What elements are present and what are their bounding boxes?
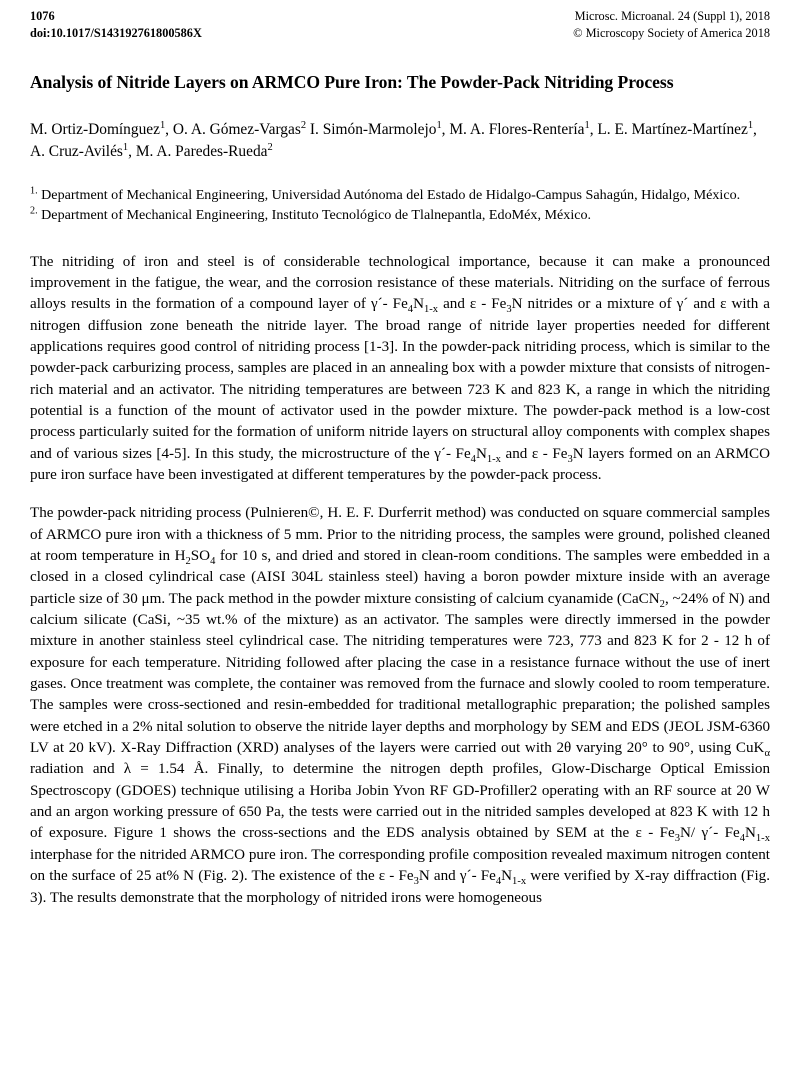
author-entry: , L. E. Martínez-Martínez$^1$ (589, 119, 754, 138)
author-affiliation-marker: 1 (436, 119, 442, 131)
author-affiliation-marker: 1 (584, 119, 590, 131)
affiliation-text: Department of Mechanical Engineering, Universidad Autónoma del Estado de Hidalgo-Campus Sahagún, Hidalgo, México. (37, 186, 741, 203)
affiliation-item (30, 205, 770, 225)
doi-text: doi:10.1017/S143192761800586X (30, 26, 202, 41)
author-entry: , O. A. Gómez-Vargas$^2$ (165, 119, 307, 138)
page-folio: 1076 (30, 9, 55, 23)
subscript: 4 (407, 304, 414, 316)
author-affiliation-marker: 2 (300, 119, 307, 131)
affiliation-marker: 2. (30, 205, 38, 217)
affiliation-text: Department of Mechanical Engineering, Instituto Tecnológico de Tlalnepantla, EdoMéx, México. (37, 207, 592, 224)
article-body (30, 252, 770, 909)
running-head (30, 8, 770, 43)
subscript: 1-x (486, 453, 501, 465)
subscript: α (764, 748, 770, 760)
author-entry: I. Simón-Marmolejo$^1$ (306, 119, 442, 138)
copyright-notice: © Microscopy Society of America 2018 (573, 26, 770, 41)
journal-citation: Microsc. Microanal. 24 (Suppl 1), 2018 (574, 9, 770, 23)
author-entry: , M. A. Flores-Rentería$^1$ (441, 119, 590, 138)
page-title: Analysis of Nitride Layers on ARMCO Pure Iron: The Powder-Pack Nitriding Process (30, 71, 674, 92)
author-list (30, 119, 770, 163)
subscript: 3 (413, 876, 419, 888)
affiliation-item (30, 185, 770, 205)
subscript: 3 (567, 453, 573, 465)
author-affiliation-marker: 1 (122, 141, 129, 153)
author-entry: , M. A. Paredes-Rueda$^2$ (128, 141, 273, 160)
affiliation-marker: 1. (30, 185, 38, 197)
subscript: 1-x (512, 876, 527, 888)
subscript: 1-x (423, 304, 439, 316)
author-affiliation-marker: 2 (267, 141, 273, 153)
running-head-left (30, 8, 202, 43)
subscript: 4 (210, 556, 216, 568)
subscript: 4 (495, 876, 502, 888)
subscript: 3 (506, 304, 512, 316)
body-paragraph-1: The nitriding of iron and steel is of considerable technological importance, because it can make a pronounced improvement in the fatigue, the wear, and the corrosion resistance of these materials. Nitriding on the surface of ferrous alloys results in the formation of a compound layer of γ´- $Fe_4N_{1-x}$ and ε - $Fe_3N$ nitrides or a mixture of γ´ and ε with a nitrogen diffusion zone beneath the nitride layer. The broad range of nitride layer properties needed for different applications requires good control of nitriding process [1-3]. In the powder-pack nitriding process, which is similar to the powder-pack carburizing process, samples are placed in an annealing box with a powder mixture that consists of nitrogen-rich material and an activator. The nitriding temperatures are between 723 K and 823 K, a range in which the nitriding potential is a function of the mount of activator used in the powder mixture. The powder-pack method is a low-cost process particularly suited for the formation of uniform nitride layers on structural alloy components with complex shapes and of various sizes [4-5]. In this study, the microstructure of the γ´- $Fe_4N_{1-x}$ and ε - $Fe_3N$ layers formed on an ARMCO pure iron surface have been investigated at different temperatures by the powder-pack process. (30, 253, 771, 483)
author-entry: , A. Cruz-Avilés$^1$ (30, 120, 757, 160)
body-paragraph-2: The powder-pack nitriding process (Pulnieren©, H. E. F. Durferrit method) was conducted on square commercial samples of ARMCO pure iron with a thickness of 5 mm. Prior to the nitriding process, the samples were ground, polished cleaned at room temperature in $H_2SO_4$ for 10 s, and dried and stored in clean-room conditions. The samples were embedded in a closed in a closed cylindrical case (AISI 304L stainless steel) having a boron powder mixture inside with an average particle size of 30 μm. The pack method in the powder mixture consisting of calcium cyanamide (CaCN$_2$, ~24% of N) and calcium silicate (CaSi, ~35 wt.% of the mixture) as an activator. The samples were directly immersed in the powder mixture in another stainless steel cylindrical case. The nitriding temperatures were 723, 773 and 823 K for 2 - 12 h of exposure for each temperature. Nitriding followed after placing the case in a resistance furnace without the use of inert gases. Once treatment was complete, the container was removed from the furnace and slowly cooled to room temperature. The samples were cross-sectioned and resin-embedded for traditional metallographic preparation; the polished samples were etched in a 2% nital solution to observe the nitride layer depths and morphology by SEM and EDS (JEOL JSM-6360 LV at 20 kV). X-Ray Diffraction (XRD) analyses of the layers were carried out with 2θ varying 20° to 90°, using CuK$_\alpha$ radiation and λ = 1.54 Å. Finally, to determine the nitrogen depth profiles, Glow-Discharge Optical Emission Spectroscopy (GDOES) technique utilising a Horiba Jobin Yvon RF GD-Profiller2 operating with an RF source at 20 W and an argon working pressure of 650 Pa, the tests were carried out in the nitrided samples developed at 823 K with 12 h of exposure. Figure 1 shows the cross-sections and the EDS analysis obtained by SEM at the ε - $Fe_3N/$ γ´- $Fe_4N_{1-x}$ interphase for the nitrided ARMCO pure iron. The corresponding profile composition revealed maximum nitrogen content on the surface of 25 at% N (Fig. 2). The existence of the ε - $Fe_3N$ and γ´- $Fe_4N_{1-x}$ were verified by X-ray diffraction (Fig. 3). The results demonstrate that the morphology of nitrided irons were homogeneous (30, 505, 770, 906)
running-head-right (573, 8, 770, 43)
affiliation-list (30, 185, 770, 226)
subscript: 4 (470, 453, 476, 465)
author-affiliation-marker: 1 (159, 119, 166, 131)
subscript: 1-x (755, 833, 770, 845)
subscript: 4 (739, 833, 745, 845)
subscript: 2 (185, 556, 191, 568)
subscript: 3 (674, 833, 681, 845)
subscript: 2 (659, 598, 665, 610)
author-affiliation-marker: 1 (747, 119, 754, 131)
author-entry: M. Ortiz-Domínguez$^1$ (30, 119, 166, 138)
